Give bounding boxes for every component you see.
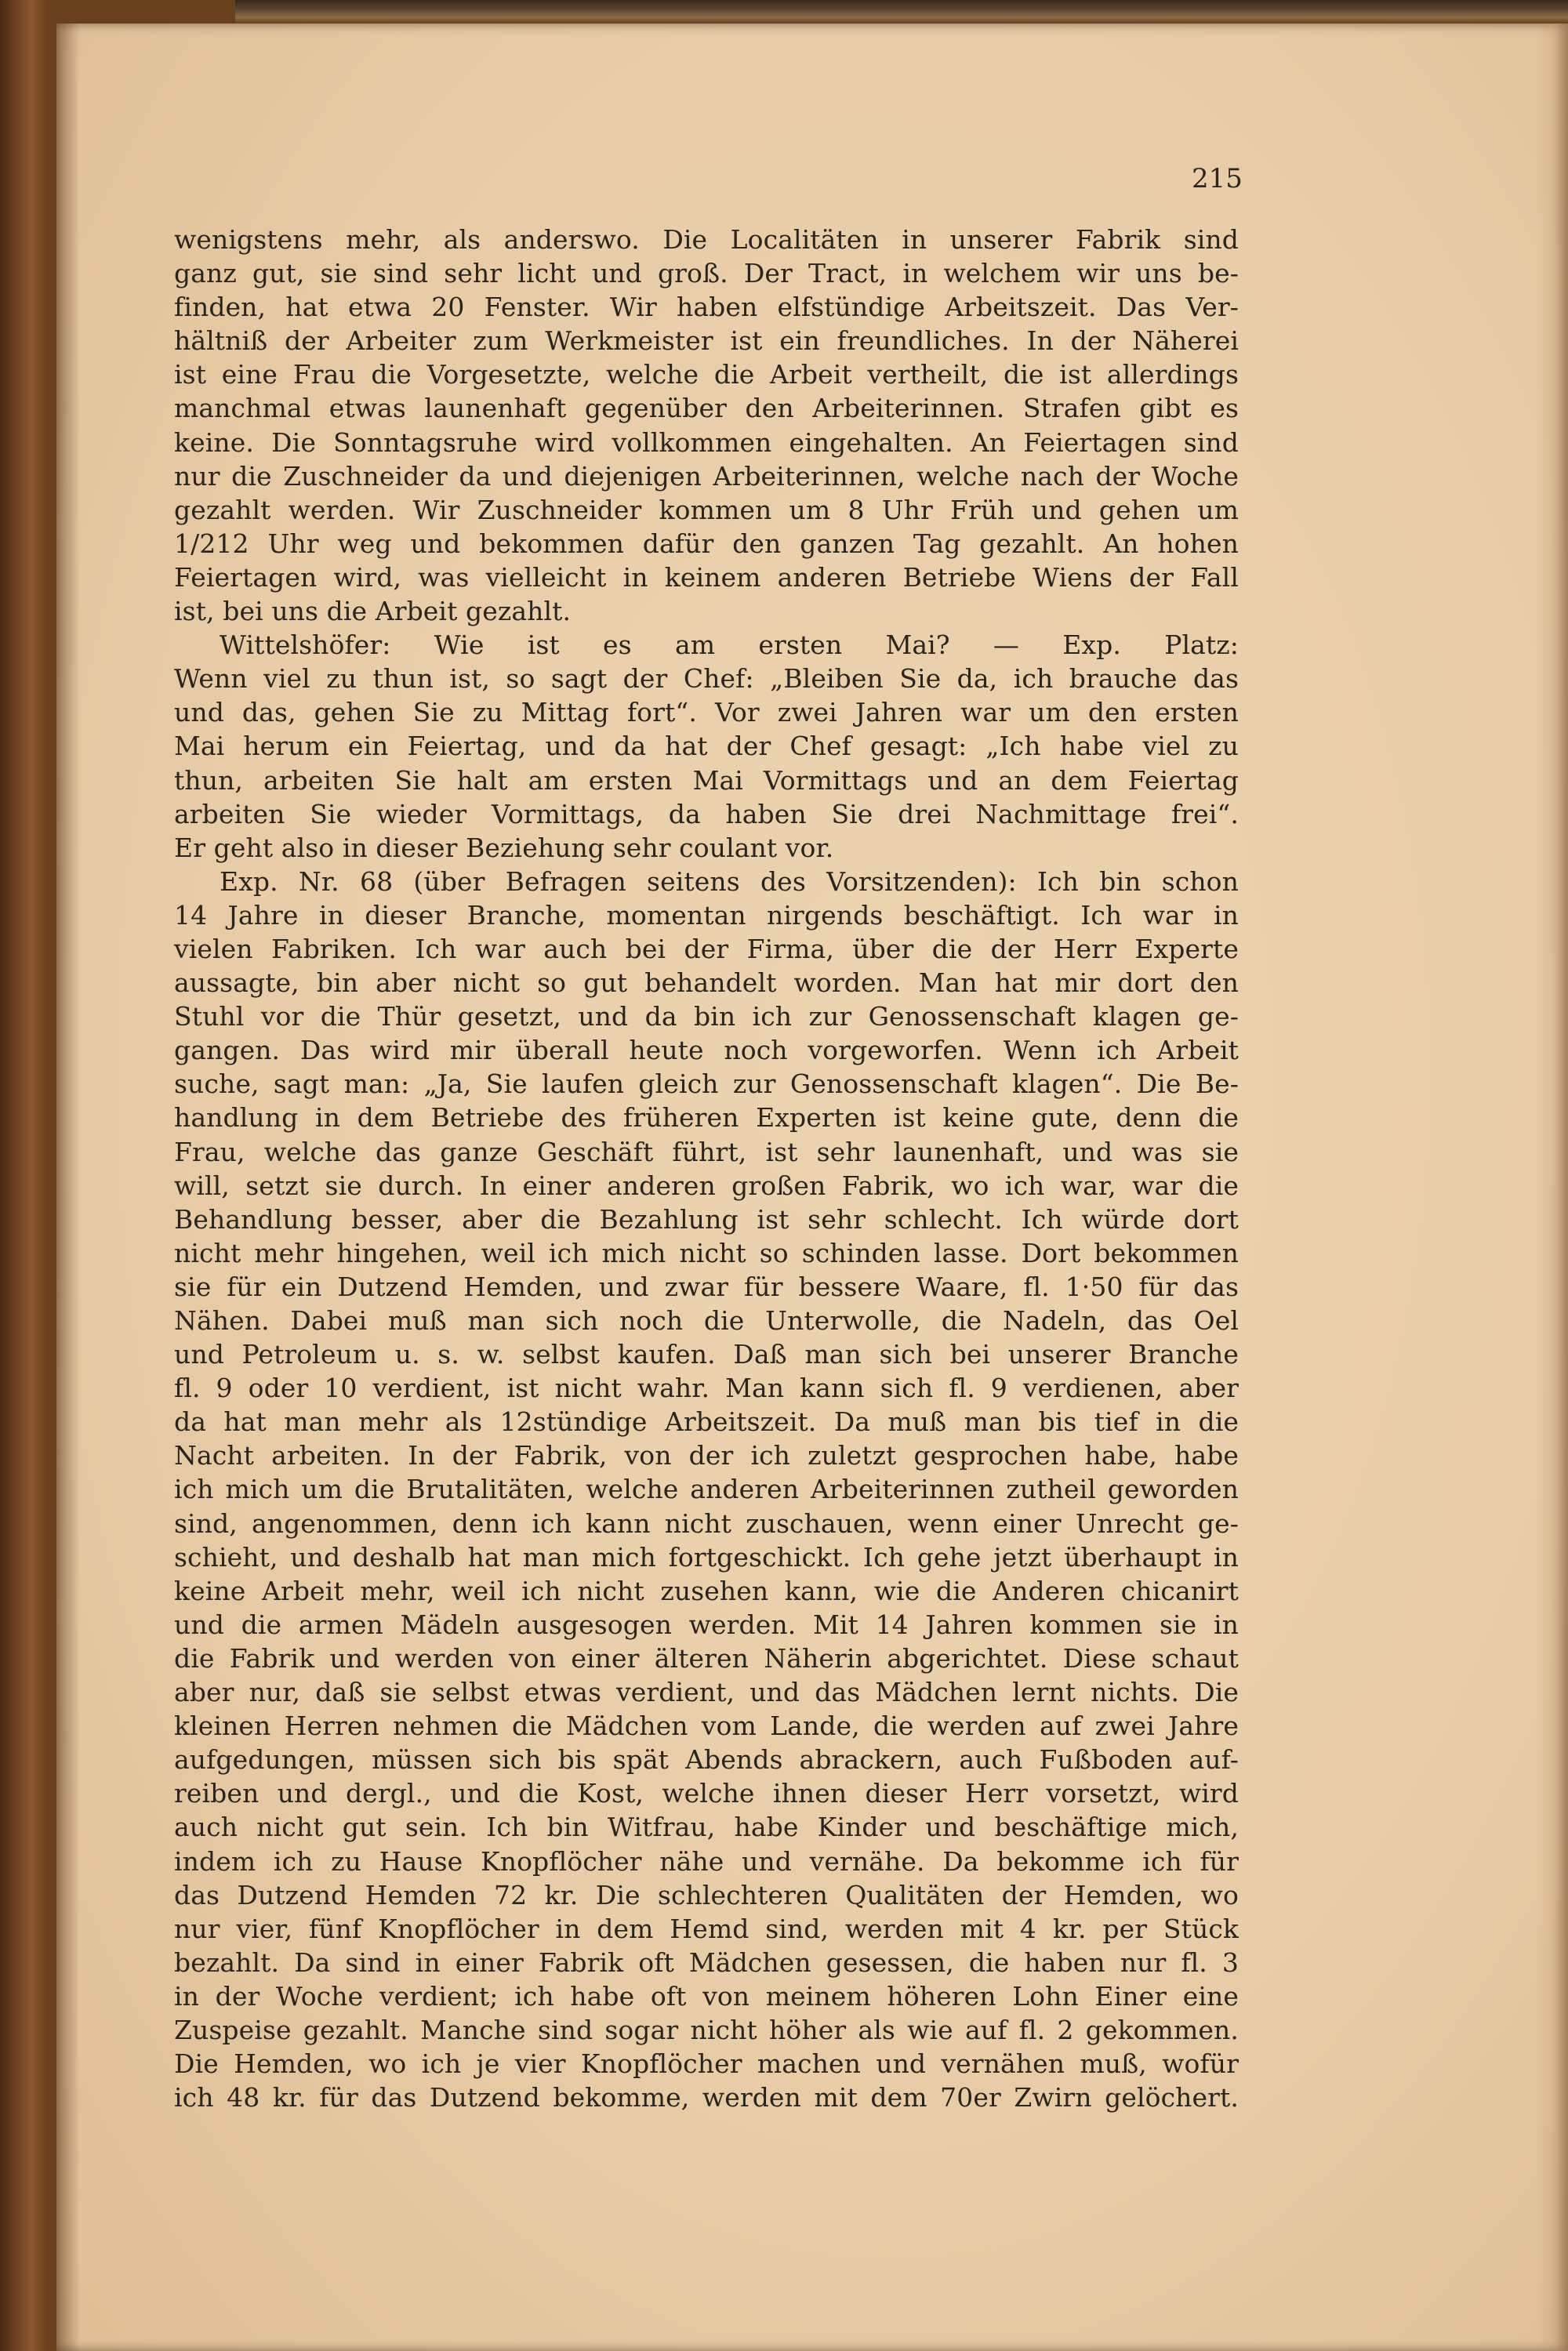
text-line: hältniß der Arbeiter zum Werkmeister ist ein freundliches. In der Näherei <box>174 325 1239 357</box>
text-line: sind, angenommen, denn ich kann nicht zuschauen, wenn einer Unrecht ge- <box>174 1507 1239 1539</box>
text-line: das Dutzend Hemden 72 kr. Die schlechteren Qualitäten der Hemden, wo <box>174 1879 1239 1910</box>
text-line: und Petroleum u. s. w. selbst kaufen. Daß man sich bei unserer Branche <box>174 1339 1239 1370</box>
text-line: arbeiten Sie wieder Vormittags, da haben Sie drei Nachmittage frei“. <box>174 798 1239 829</box>
text-line: indem ich zu Hause Knopflöcher nähe und vernähe. Da bekomme ich für <box>174 1845 1239 1877</box>
text-line: reiben und dergl., und die Kost, welche ihnen dieser Herr vorsetzt, wird <box>174 1778 1239 1809</box>
text-line: nicht mehr hingehen, weil ich mich nicht so schinden lasse. Dort bekommen <box>174 1237 1239 1268</box>
text-line: wenigstens mehr, als anderswo. Die Localitäten in unserer Fabrik sind <box>174 224 1239 255</box>
text-line: Nähen. Dabei muß man sich noch die Unterwolle, die Nadeln, das Oel <box>174 1305 1239 1336</box>
text-line: ich 48 kr. für das Dutzend bekomme, werden mit dem 70er Zwirn gelöchert. <box>174 2082 1239 2113</box>
text-line: manchmal etwas launenhaft gegenüber den Arbeiterinnen. Strafen gibt es <box>174 393 1239 424</box>
text-line: Wittelshöfer: Wie ist es am ersten Mai? — Exp. Platz: <box>220 629 1239 661</box>
text-line: gangen. Das wird mir überall heute noch vorgeworfen. Wenn ich Arbeit <box>174 1035 1239 1066</box>
text-line: in der Woche verdient; ich habe oft von meinem höheren Lohn Einer eine <box>174 1980 1239 2012</box>
text-line: und die armen Mädeln ausgesogen werden. Mit 14 Jahren kommen sie in <box>174 1609 1239 1640</box>
text-line: und das, gehen Sie zu Mittag fort“. Vor zwei Jahren war um den ersten <box>174 697 1239 728</box>
text-line: 14 Jahre in dieser Branche, momentan nirgends beschäftigt. Ich war in <box>174 899 1239 931</box>
text-line: kleinen Herren nehmen die Mädchen vom Lande, die werden auf zwei Jahre <box>174 1711 1239 1742</box>
text-line: Behandlung besser, aber die Bezahlung ist sehr schlecht. Ich würde dort <box>174 1203 1239 1235</box>
text-line: ich mich um die Brutalitäten, welche anderen Arbeiterinnen zutheil geworden <box>174 1474 1239 1505</box>
text-line: auch nicht gut sein. Ich bin Witfrau, habe Kinder und beschäftige mich, <box>174 1812 1239 1843</box>
text-line: nur die Zuschneider da und diejenigen Arbeiterinnen, welche nach der Woche <box>174 460 1239 492</box>
text-line: Zuspeise gezahlt. Manche sind sogar nicht höher als wie auf fl. 2 gekommen. <box>174 2014 1239 2045</box>
text-line: thun, arbeiten Sie halt am ersten Mai Vormittags und an dem Feiertag <box>174 764 1239 796</box>
text-line: Mai herum ein Feiertag, und da hat der Chef gesagt: „Ich habe viel zu <box>174 731 1239 762</box>
text-line: suche, sagt man: „Ja, Sie laufen gleich zur Genossenschaft klagen“. Die Be- <box>174 1068 1239 1100</box>
text-line: Frau, welche das ganze Geschäft führt, ist sehr launenhaft, und was sie <box>174 1136 1239 1167</box>
text-line: keine. Die Sonntagsruhe wird vollkommen eingehalten. An Feiertagen sind <box>174 426 1239 458</box>
text-line: Er geht also in dieser Beziehung sehr coulant vor. <box>174 832 834 863</box>
text-line: aussagte, bin aber nicht so gut behandelt worden. Man hat mir dort den <box>174 967 1239 999</box>
text-line: Feiertagen wird, was vielleicht in keinem anderen Betriebe Wiens der Fall <box>174 561 1239 593</box>
text-line: Nacht arbeiten. In der Fabrik, von der ich zuletzt gesprochen habe, habe <box>174 1440 1239 1471</box>
text-line: ist, bei uns die Arbeit gezahlt. <box>174 596 572 627</box>
text-line: nur vier, fünf Knopflöcher in dem Hemd sind, werden mit 4 kr. per Stück <box>174 1913 1239 1944</box>
body-text <box>174 223 1239 2114</box>
page-right-edge <box>1537 24 1568 2351</box>
text-line: aufgedungen, müssen sich bis spät Abends abrackern, auch Fußboden auf- <box>174 1744 1239 1776</box>
text-line: sie für ein Dutzend Hemden, und zwar für bessere Waare, fl. 1·50 für das <box>174 1271 1239 1302</box>
text-line: Stuhl vor die Thür gesetzt, und da bin ich zur Genossenschaft klagen ge- <box>174 1001 1239 1032</box>
text-line: da hat man mehr als 12stündige Arbeitszeit. Da muß man bis tief in die <box>174 1406 1239 1438</box>
text-line: fl. 9 oder 10 verdient, ist nicht wahr. Man kann sich fl. 9 verdienen, aber <box>174 1373 1239 1404</box>
text-line: schieht, und deshalb hat man mich fortgeschickt. Ich gehe jetzt überhaupt in <box>174 1541 1239 1573</box>
text-line: finden, hat etwa 20 Fenster. Wir haben elfstündige Arbeitszeit. Das Ver- <box>174 292 1239 323</box>
page-number: 215 <box>1192 163 1243 194</box>
text-line: vielen Fabriken. Ich war auch bei der Firma, über die der Herr Experte <box>174 933 1239 964</box>
text-line: keine Arbeit mehr, weil ich nicht zusehen kann, wie die Anderen chicanirt <box>174 1575 1239 1606</box>
text-line: Exp. Nr. 68 (über Befragen seitens des Vorsitzenden): Ich bin schon <box>220 865 1239 897</box>
text-line: ist eine Frau die Vorgesetzte, welche die Arbeit vertheilt, die ist allerdings <box>174 359 1239 390</box>
text-line: bezahlt. Da sind in einer Fabrik oft Mädchen gesessen, die haben nur fl. 3 <box>174 1946 1239 1978</box>
text-line: 1/212 Uhr weg und bekommen dafür den ganzen Tag gezahlt. An hohen <box>174 528 1239 559</box>
text-line: gezahlt werden. Wir Zuschneider kommen um 8 Uhr Früh und gehen um <box>174 494 1239 525</box>
text-line: ganz gut, sie sind sehr licht und groß. Der Tract, in welchem wir uns be- <box>174 258 1239 289</box>
text-line: aber nur, daß sie selbst etwas verdient, und das Mädchen lernt nichts. Die <box>174 1677 1239 1708</box>
text-line: Wenn viel zu thun ist, so sagt der Chef: „Bleiben Sie da, ich brauche das <box>174 663 1239 695</box>
text-line: handlung in dem Betriebe des früheren Experten ist keine gute, denn die <box>174 1102 1239 1134</box>
book-top-edge <box>235 0 1568 24</box>
text-line: die Fabrik und werden von einer älteren Näherin abgerichtet. Diese schaut <box>174 1642 1239 1674</box>
text-line: Die Hemden, wo ich je vier Knopflöcher machen und vernähen muß, wofür <box>174 2048 1239 2080</box>
text-line: will, setzt sie durch. In einer anderen großen Fabrik, wo ich war, war die <box>174 1170 1239 1201</box>
page-gutter-shadow <box>56 24 80 2351</box>
